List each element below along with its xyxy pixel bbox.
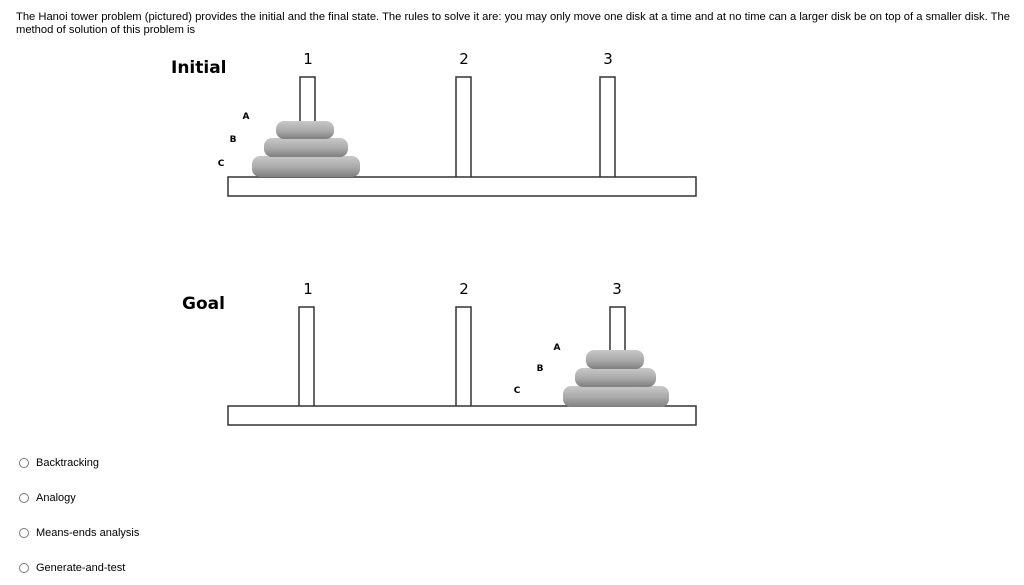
initial-disk-label-c: C (217, 159, 225, 169)
question-text: The Hanoi tower problem (pictured) provides the initial and the final state. The rules to solve it are: you may only move one disk at a time and at no time can a larger disk be on top of a smaller disk. The method of solution of this problem is (16, 11, 1010, 36)
goal-disk-b (575, 368, 656, 387)
initial-disk-c (252, 156, 360, 177)
initial-disk-b (264, 138, 348, 157)
goal-base (228, 406, 696, 425)
goal-disk-label-a: A (553, 343, 561, 353)
initial-peg-2 (456, 77, 471, 178)
goal-state (182, 280, 696, 425)
initial-peg-label-2: 2 (459, 50, 469, 68)
option-means-ends-analysis[interactable] (19, 515, 139, 550)
radio-button[interactable] (19, 563, 29, 573)
goal-disk-label-b: B (536, 364, 544, 374)
option-label: Analogy (36, 491, 76, 504)
goal-disk-c (563, 386, 669, 407)
goal-title: Goal (182, 294, 225, 314)
answer-options (19, 445, 139, 585)
goal-peg-label-2: 2 (459, 280, 469, 298)
goal-disk-label-c: C (513, 386, 521, 396)
option-label: Generate-and-test (36, 561, 126, 574)
radio-button[interactable] (19, 528, 29, 538)
initial-peg-label-1: 1 (303, 50, 313, 68)
initial-peg-3 (600, 77, 615, 178)
initial-disk-label-b: B (229, 135, 237, 145)
option-label: Backtracking (36, 456, 99, 469)
goal-peg-1 (299, 307, 314, 407)
goal-peg-label-1: 1 (303, 280, 313, 298)
goal-disk-a (586, 350, 644, 369)
initial-base (228, 177, 696, 196)
goal-peg-2 (456, 307, 471, 407)
initial-peg-label-3: 3 (603, 50, 613, 68)
option-label: Means-ends analysis (36, 526, 140, 539)
initial-disk-label-a: A (242, 112, 250, 122)
radio-button[interactable] (19, 493, 29, 503)
initial-state (171, 50, 696, 196)
radio-button[interactable] (19, 458, 29, 468)
initial-title: Initial (171, 58, 227, 78)
option-analogy[interactable] (19, 480, 139, 515)
goal-peg-label-3: 3 (612, 280, 622, 298)
option-backtracking[interactable] (19, 445, 139, 480)
initial-disk-a (276, 121, 334, 139)
